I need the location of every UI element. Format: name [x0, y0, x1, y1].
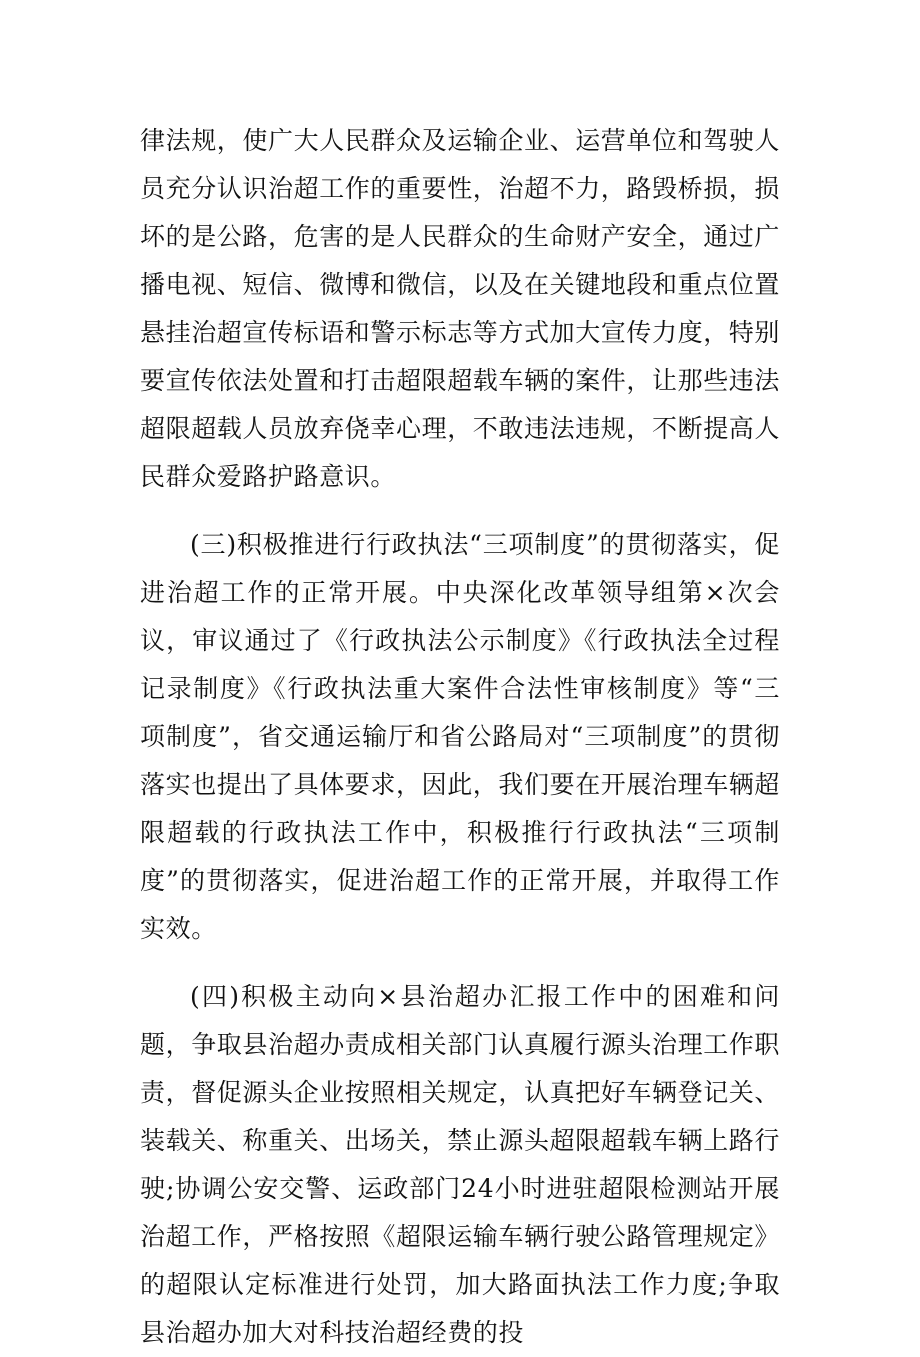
paragraph-section-three: (三)积极推进行行政执法“三项制度”的贯彻落实，促进治超工作的正常开展。中央深化改革领导组第×次会议，审议通过了《行政执法公示制度》《行政执法全过程记录制度》《行政执法重大案件合法性审核制度》等“三项制度”，省交通运输厅和省公路局对“三项制度”的贯彻落实也提出了具体要求，因此，我们要在开展治理车辆超限超载的行政执法工作中，积极推行行政执法“三项制度”的贯彻落实，促进治超工作的正常开展，并取得工作实效。: [140, 530, 781, 943]
paragraph-section-four: (四)积极主动向×县治超办汇报工作中的困难和问题，争取县治超办责成相关部门认真履行源头治理工作职责，督促源头企业按照相关规定，认真把好车辆登记关、装载关、称重关、出场关，禁止源头超限超载车辆上路行驶;协调公安交警、运政部门24小时进驻超限检测站开展治超工作，严格按照《超限运输车辆行驶公路管理规定》的超限认定标准进行处罚，加大路面执法工作力度;争取县治超办加大对科技治超经费的投: [140, 982, 781, 1347]
paragraph-continuation: 律法规，使广大人民群众及运输企业、运营单位和驾驶人员充分认识治超工作的重要性，治超不力，路毁桥损，损坏的是公路，危害的是人民群众的生命财产安全，通过广播电视、短信、微博和微信，以及在关键地段和重点位置悬挂治超宣传标语和警示标志等方式加大宣传力度，特别要宣传依法处置和打击超限超载车辆的案件，让那些违法超限超载人员放弃侥幸心理，不敢违法违规，不断提高人民群众爱路护路意识。: [140, 126, 781, 491]
document-body: [140, 117, 780, 1357]
